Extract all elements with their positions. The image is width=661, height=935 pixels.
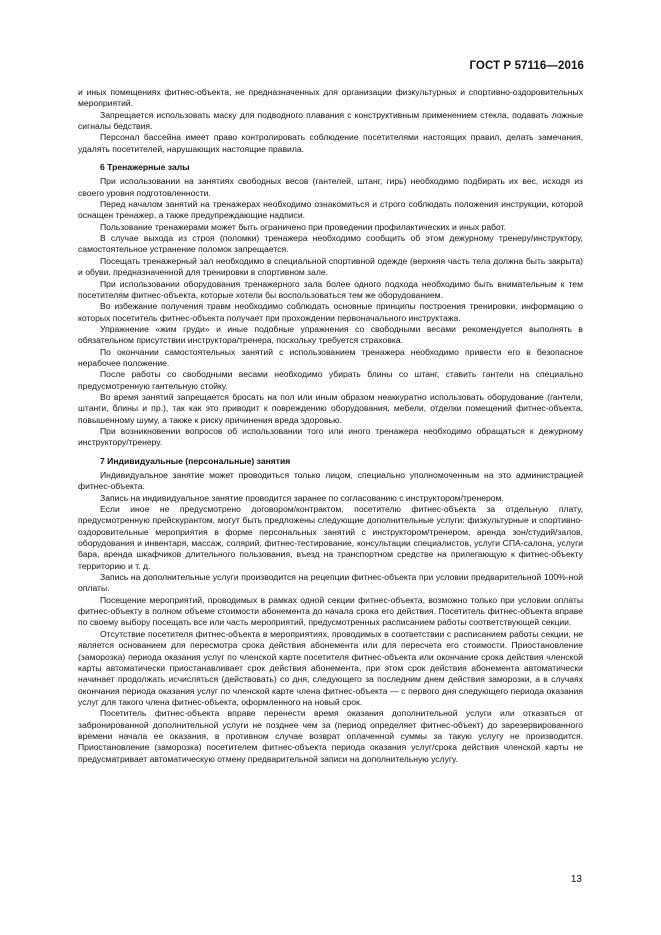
paragraph: При возникновении вопросов об использовании того или иного тренажера необходимо обращаться к дежурному инструктору/тренеру. <box>78 425 583 448</box>
section-heading-6: 6 Тренажерные залы <box>100 162 190 173</box>
page-number: 13 <box>570 874 582 885</box>
paragraph: Во время занятий запрещается бросать на пол или иным образом неаккуратно использовать оборудование (гантели, штанги, блины и пр.), так как это приводит к повреждению оборудования, мебели, отделки помещений фитнес-объекта, повышенному шуму, а также к риску причинения вреда здоровью. <box>78 391 583 425</box>
paragraph: Перед началом занятий на тренажерах необходимо ознакомиться и строго соблюдать положения инструкции, которой оснащен тренажер, а также предупреждающие надписи. <box>78 199 583 221</box>
paragraph: Посещение мероприятий, проводимых в рамках одной секции фитнес-объекта, возможно только при условии оплаты фитнес-объекту в полном объеме стоимости абонемента до начала срока его действия. Посетитель фитнес-объекта вправе по своему выбору посещать все или часть мероприятий, предусмотренных расписанием работы соответствующей секции. <box>78 594 583 628</box>
paragraph: В случае выхода из строя (поломки) тренажера необходимо сообщить об этом дежурному тренеру/инструктору, самостоятельное устранение поломок запрещается. <box>78 233 583 255</box>
paragraph: При использовании оборудования тренажерного зала более одного подхода необходимо быть внимательным к тем посетителям фитнес-объекта, которые хотели бы воспользоваться тем же оборудованием. <box>78 278 583 300</box>
paragraph: Пользование тренажерами может быть ограничено при проведении профилактических и иных работ. <box>100 221 507 232</box>
paragraph: При использовании на занятиях свободных весов (гантелей, штанг, гирь) необходимо подбирать их вес, исходя из своего уровня подготовленности. <box>78 176 583 198</box>
paragraph: Запрещается использовать маску для подводного плавания с конструктивным применением стекла, подавать ложные сигналы бедствия. <box>78 109 583 132</box>
paragraph: Запись на индивидуальное занятие проводится заранее по согласованию с инструктором/тренером. <box>100 492 504 503</box>
paragraph: Посетитель фитнес-объекта вправе перенести время оказания дополнительной услуги или отказаться от забронированной дополнительной услуги не позднее чем за (период определяет фитнес-объект) до зарезервированного времени начала ее оказания, в противном случае возврат оплаченной суммы за такую услугу не производится. Приостановление (заморозка) посетителем фитнес-объекта периода оказания услуг/срока действия членской карты не предусматривает автоматическую отмену предварительной записи на дополнительную услугу. <box>78 708 583 764</box>
paragraph: Индивидуальное занятие может проводиться только лицом, специально уполномоченным на это администрацией фитнес-объекта. <box>78 470 583 492</box>
section-heading-7: 7 Индивидуальные (персональные) занятия <box>100 455 291 466</box>
paragraph: Во избежание получения травм необходимо соблюдать основные принципы построения тренировки, информацию о которых посетитель фитнес-объекта получает при прохождении первоначального инструктажа. <box>78 301 583 323</box>
document-body <box>78 87 583 765</box>
paragraph: Запись на дополнительные услуги производится на рецепции фитнес-объекта при условии предварительной 100%-ной оплаты. <box>78 572 583 594</box>
paragraph: После работы со свободными весами необходимо убирать блины со штанг, ставить гантели на специально предусмотренную гантельную стойку. <box>78 369 583 391</box>
standard-code-header: ГОСТ Р 57116—2016 <box>469 60 584 72</box>
paragraph: Если иное не предусмотрено договором/контрактом, посетителю фитнес-объекта за отдельную плату, предусмотренную прейскурантом, могут быть предложены следующие дополнительные услуги: физкультурные и спортивно-оздоровительные мероприятия в форме персональных занятий с инструктором/тренером, аренда зон/студий/залов, оборудования и инвентаря, массаж, солярий, фитнес-тестирование, консультации специалистов, услуги СПА-салона, услуги бара, аренда шкафчиков длительного пользования, въезд на транспортном средстве на прилегающую к фитнес-объекту территорию и т. д. <box>78 504 583 571</box>
paragraph: Персонал бассейна имеет право контролировать соблюдение посетителями настоящих правил, делать замечания, удалять посетителей, нарушающих настоящие правила. <box>78 132 583 154</box>
paragraph: По окончании самостоятельных занятий с использованием тренажера необходимо привести его в безопасное нерабочее положение. <box>78 346 583 368</box>
paragraph: Посещать тренажерный зал необходимо в специальной спортивной одежде (верхняя часть тела должна быть закрыта) и обуви, предназначенной для тренировки в спортивном зале. <box>78 255 583 278</box>
paragraph: Упражнение «жим груди» и иные подобные упражнения со свободными весами рекомендуется выполнять в обязательном присутствии инструктора/тренера, поскольку требуется страховка. <box>78 323 583 346</box>
paragraph: Отсутствие посетителя фитнес-объекта в мероприятиях, проводимых в соответствии с расписанием работы секции, не является основанием для пересмотра срока действия абонемента или для пересчета его стоимости. Приостановление (заморозка) периода оказания услуг по членской карте посетителя фитнес-объекта или окончание срока действия членской карты автоматически приостанавливает срок действия абонемента, при этом срок действия абонемента автоматически начинает продолжать исчисляться (действовать) со дня, следующего за последним днем действия заморозки, а в случаях окончания периода оказания услуг по членской карте члена фитнес-объекта — с первого дня следующего периода оказания услуг для такого члена фитнес-объекта, оформленного на новый срок. <box>78 628 583 707</box>
paragraph: и иных помещениях фитнес-объекта, не предназначенных для организации физкультурных и спортивно-оздоровительных мероприятий. <box>78 87 583 109</box>
